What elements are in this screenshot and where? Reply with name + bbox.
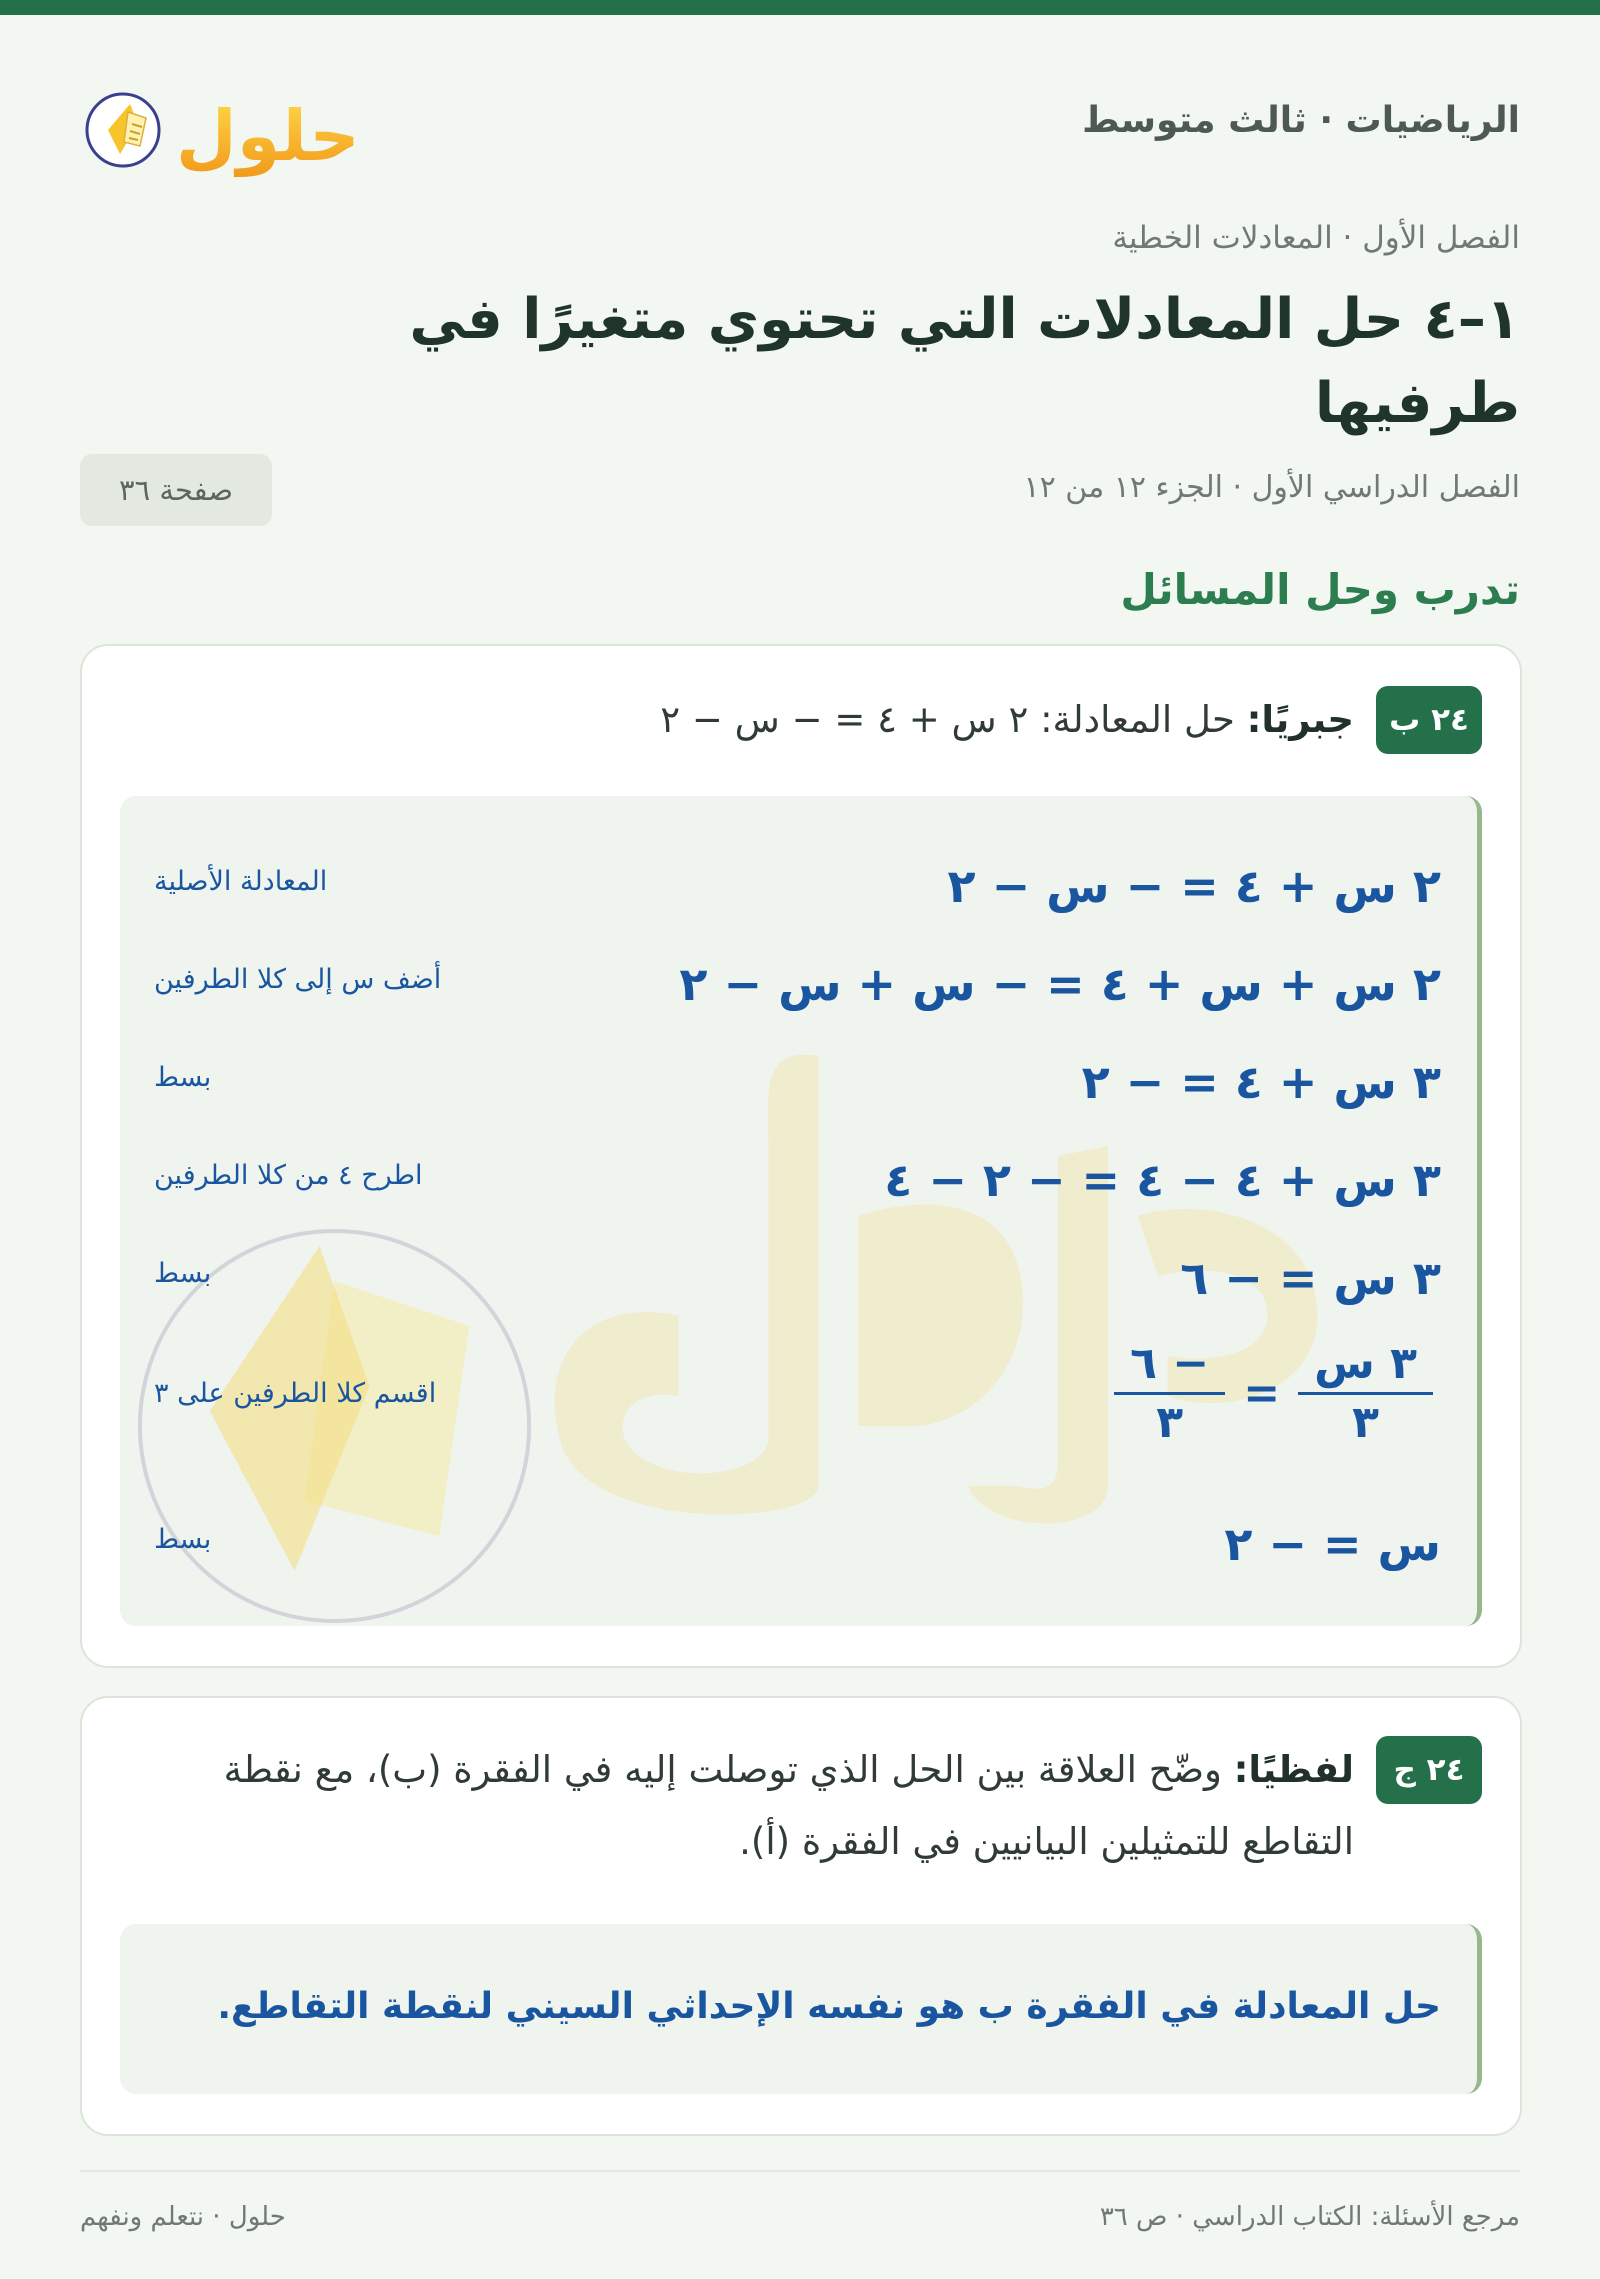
question-text <box>660 684 1354 756</box>
question-number-badge: ٢٤ ج <box>1376 1736 1482 1804</box>
step-note: أضف س إلى كلا الطرفين <box>154 964 442 995</box>
step-note: بسط <box>154 1524 212 1555</box>
step-note: بسط <box>154 1062 212 1093</box>
logo-text: حلول <box>176 95 360 177</box>
footer-brand: حلول · نتعلم ونفهم <box>80 2202 286 2232</box>
question-label: جبريًا: <box>1246 698 1354 741</box>
answer-text: حل المعادلة في الفقرة ب هو نفسه الإحداثي السيني لنقطة التقاطع. <box>217 1986 1441 2027</box>
solution-step-5 <box>120 1248 1477 1308</box>
question-body: حل المعادلة: ٢ س + ٤ = − س − ٢ <box>660 698 1235 741</box>
lesson-meta: الفصل الدراسي الأول · الجزء ١٢ من ١٢ <box>1023 470 1520 505</box>
footer-reference: مرجع الأسئلة: الكتاب الدراسي · ص ٣٦ <box>1099 2202 1520 2232</box>
fraction-denominator: ٣ <box>1156 1397 1184 1448</box>
step-equation: ٢ س + س + ٤ = − س + س − ٢ <box>679 957 1441 1011</box>
fraction-numerator: ٣ س <box>1314 1338 1417 1389</box>
hulul-logo[interactable] <box>80 62 370 182</box>
hulul-watermark-icon <box>120 796 1477 1626</box>
equals-sign: = <box>1243 1368 1281 1419</box>
question-label: لفظيًا: <box>1233 1748 1354 1791</box>
solution-step-1 <box>120 856 1477 916</box>
logo-icon <box>80 62 370 182</box>
step-note: اطرح ٤ من كلا الطرفين <box>154 1160 423 1191</box>
left-fraction <box>1298 1336 1433 1451</box>
section-title: تدرب وحل المسائل <box>1120 565 1520 614</box>
step-equation: ٣ س + ٤ = − ٢ <box>1081 1055 1441 1109</box>
step-note: اقسم كلا الطرفين على ٣ <box>154 1378 437 1409</box>
solution-step-final <box>120 1514 1477 1574</box>
page-title: ١–٤ حل المعادلات التي تحتوي متغيرًا في طرفيها <box>409 287 1520 436</box>
solution-step-2 <box>120 954 1477 1014</box>
footer-divider <box>80 2170 1520 2172</box>
question-card-24c <box>80 1696 1522 2136</box>
top-accent-bar <box>0 0 1600 15</box>
fraction-numerator: − ٦ <box>1130 1338 1210 1389</box>
step-equation: ٢ س + ٤ = − س − ٢ <box>947 859 1441 913</box>
step-equation: س = − ٢ <box>1224 1517 1441 1571</box>
fraction-equation <box>1106 1336 1441 1451</box>
subject-label: الرياضيات · ثالث متوسط <box>1082 100 1520 141</box>
question-number-badge: ٢٤ ب <box>1376 686 1482 754</box>
solution-step-3 <box>120 1052 1477 1112</box>
right-fraction <box>1114 1336 1225 1451</box>
question-card-24b <box>80 644 1522 1668</box>
question-text <box>104 1734 1354 1878</box>
step-equation: ٣ س = − ٦ <box>1180 1251 1441 1305</box>
step-note: بسط <box>154 1258 212 1289</box>
breadcrumb: الفصل الأول · المعادلات الخطية <box>1112 220 1520 256</box>
step-equation: ٣ س + ٤ − ٤ = − ٢ − ٤ <box>884 1153 1441 1207</box>
solution-step-division <box>120 1336 1477 1456</box>
solution-box <box>120 796 1482 1626</box>
fraction-denominator: ٣ <box>1352 1397 1379 1448</box>
solution-step-4 <box>120 1150 1477 1210</box>
question-body: وضّح العلاقة بين الحل الذي توصلت إليه في الفقرة (ب)، مع نقطة التقاطع للتمثيلين البيانيين في الفقرة (أ). <box>223 1748 1354 1863</box>
answer-box <box>120 1924 1482 2094</box>
step-note: المعادلة الأصلية <box>154 866 328 897</box>
page-number-badge: صفحة ٣٦ <box>80 454 272 526</box>
page-header <box>80 62 1520 182</box>
